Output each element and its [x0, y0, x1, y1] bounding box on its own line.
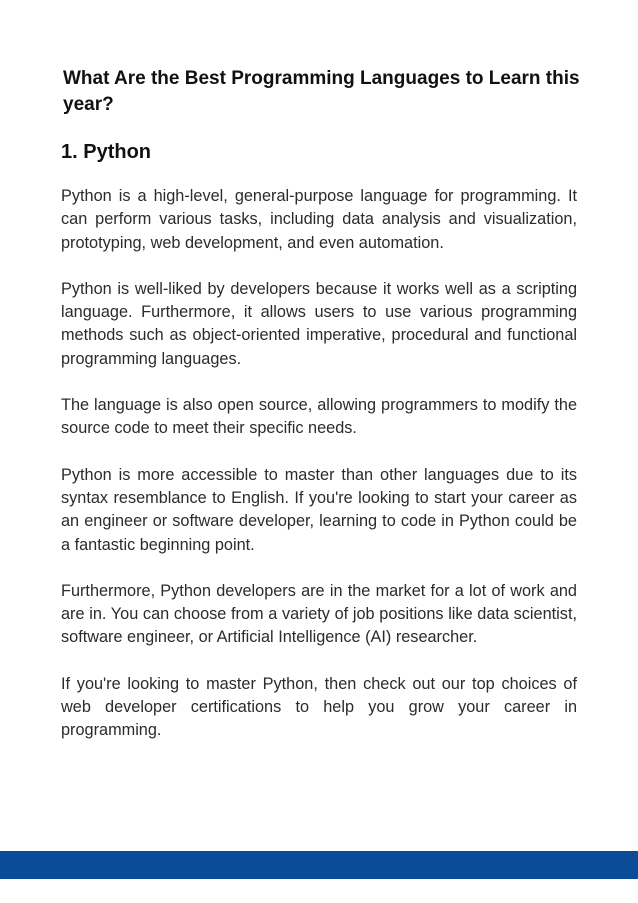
paragraph-certifications: If you're looking to master Python, then check out our top choices of web developer certifications to help you grow your career in programming. [61, 674, 577, 740]
footer-bar [0, 851, 638, 879]
paragraph-scripting: Python is well-liked by developers because it works well as a scripting language. Furthermore, it allows users to use various programming methods such as object-oriented imperative, procedural and functional programming languages. [61, 279, 577, 368]
article-body [61, 185, 577, 766]
page-title: What Are the Best Programming Languages to Learn this year? [63, 68, 580, 115]
paragraph-accessibility: Python is more accessible to master than other languages due to its syntax resemblance to English. If you're looking to start your career as an engineer or software developer, learning to code in Python could be a fantastic beginning point. [61, 465, 577, 554]
paragraph-open-source: The language is also open source, allowing programmers to modify the source code to meet their specific needs. [61, 396, 577, 438]
section-heading-python: 1. Python [61, 141, 152, 163]
paragraph-careers: Furthermore, Python developers are in the market for a lot of work and are in. You can choose from a variety of job positions like data scientist, software engineer, or Artificial Intelligence (AI) researcher. [61, 581, 577, 647]
paragraph-intro: Python is a high-level, general-purpose language for programming. It can perform various tasks, including data analysis and visualization, prototyping, web development, and even automation. [61, 187, 577, 252]
